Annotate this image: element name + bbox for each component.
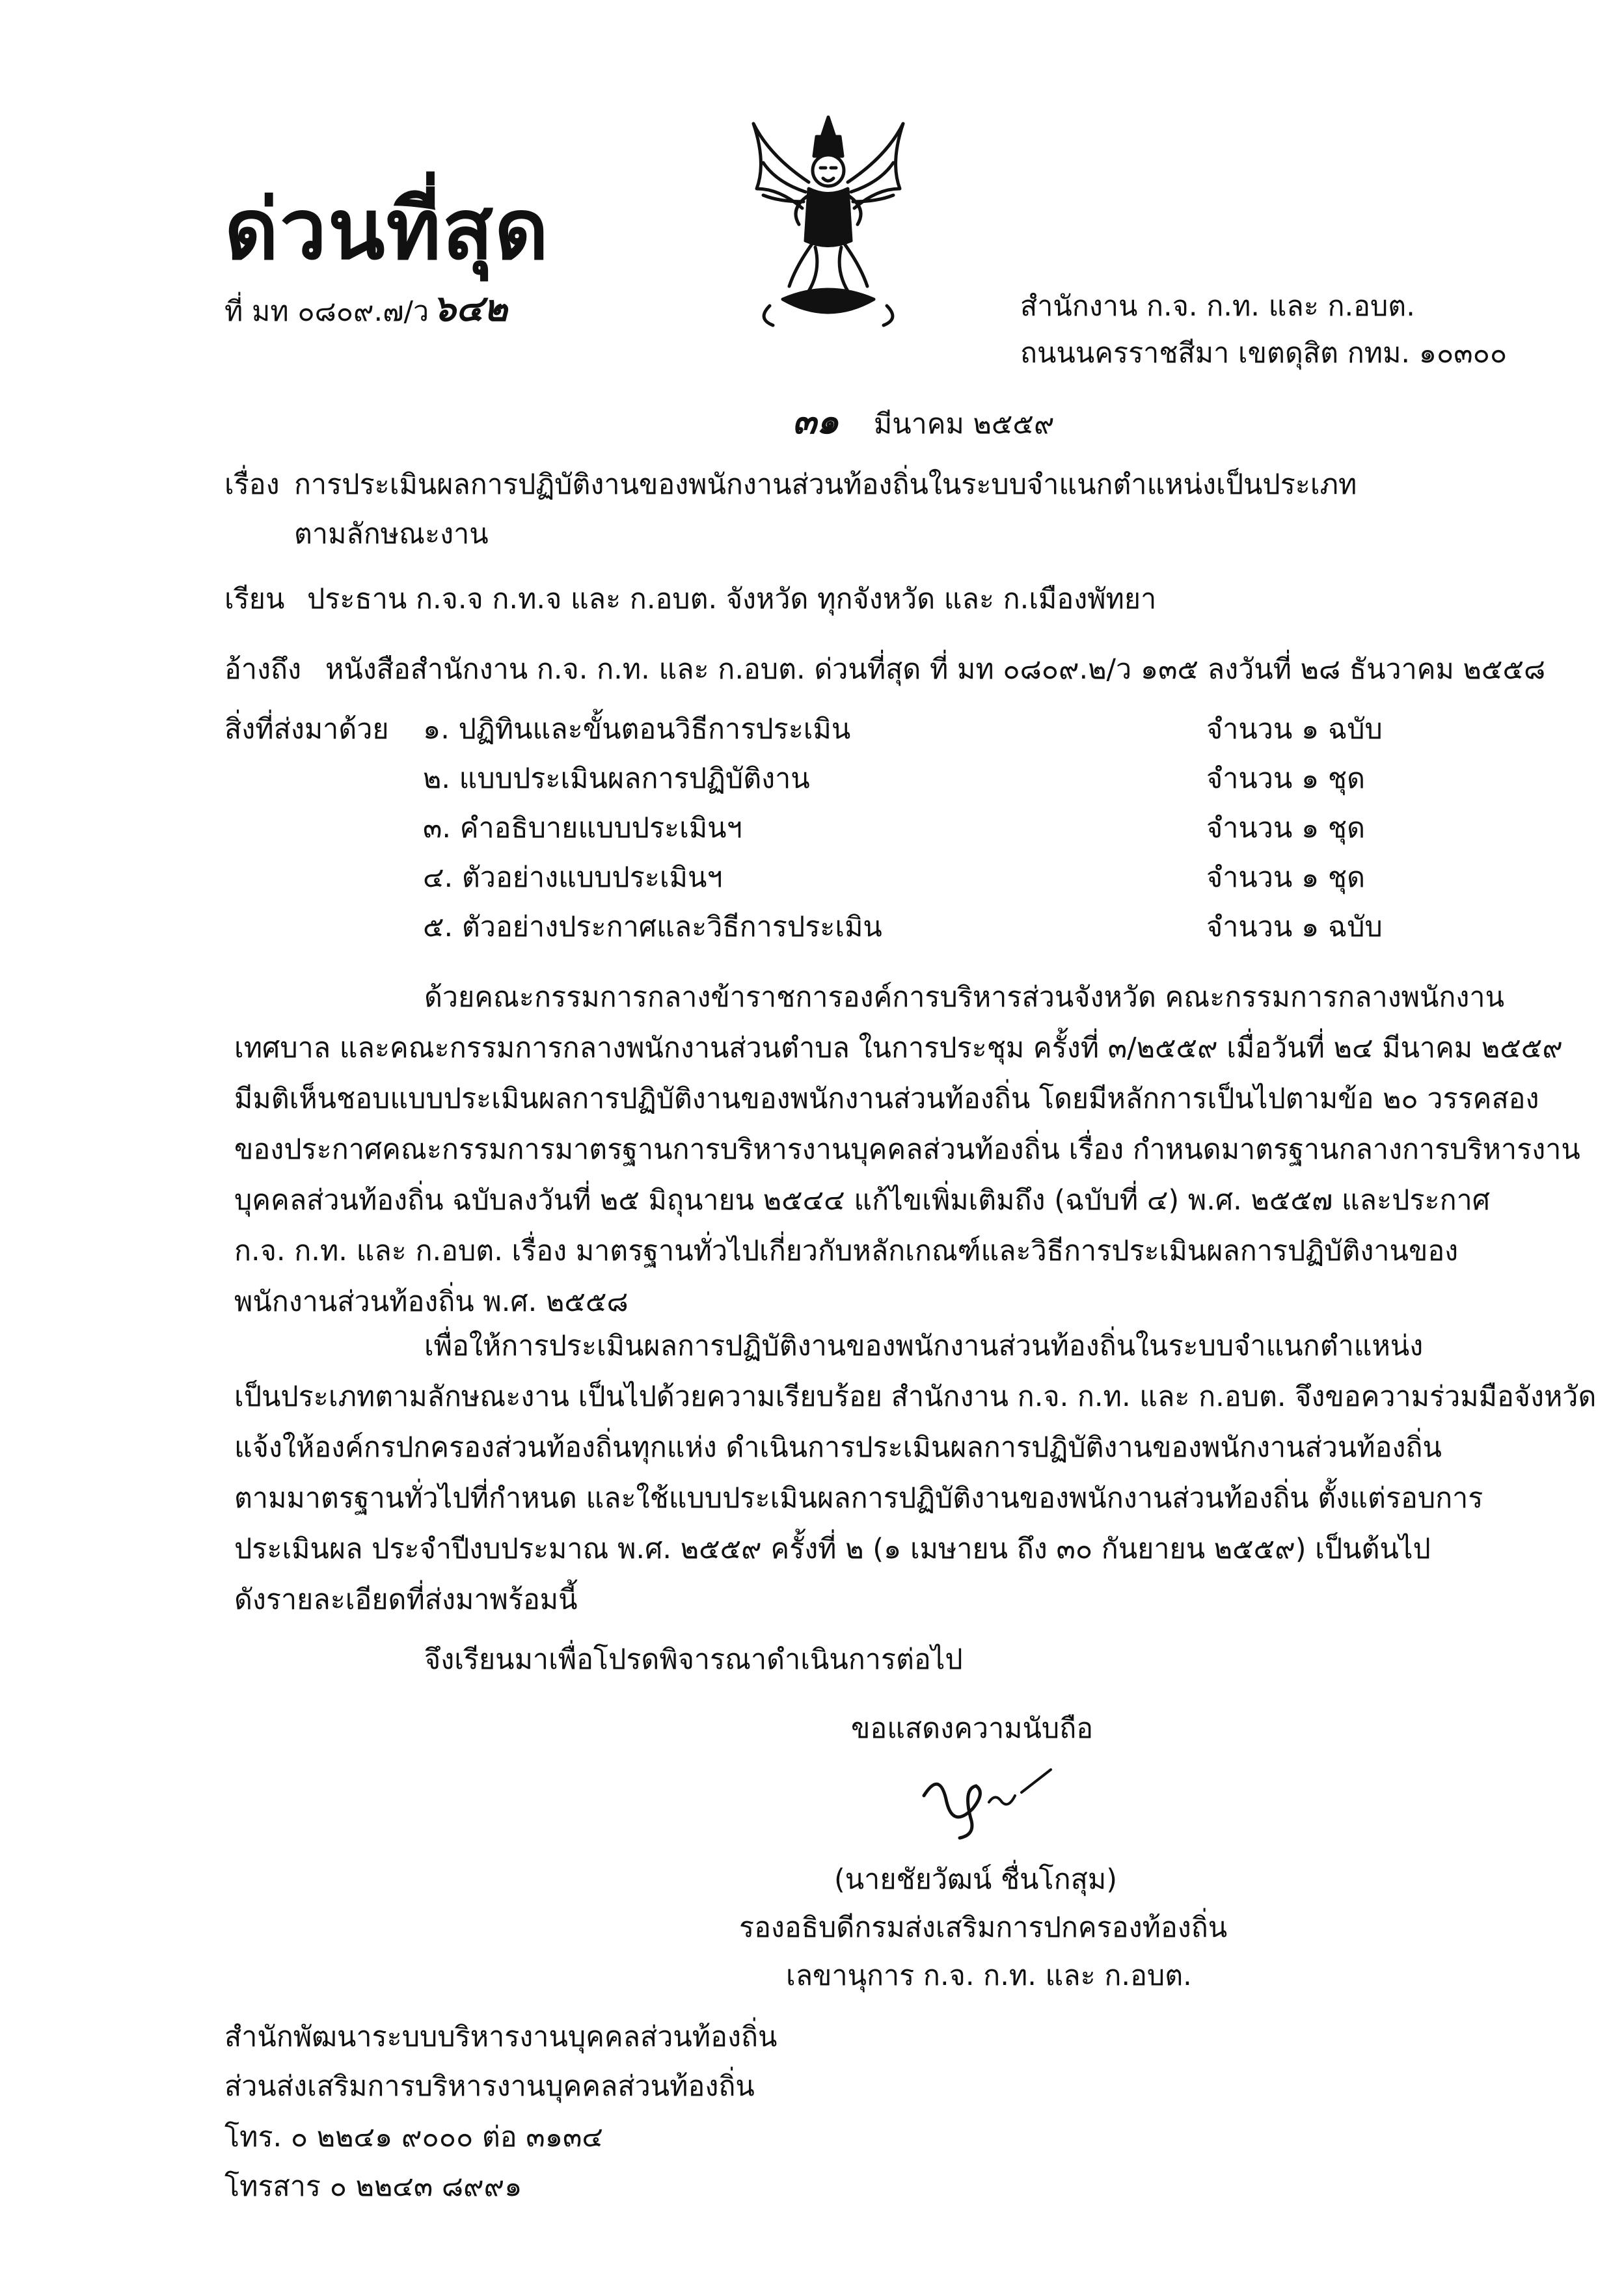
paragraph-line: ตามมาตรฐานทั่วไปที่กำหนด และใช้แบบประเมินผลการปฏิบัติงานของพนักงานส่วนท้องถิ่น ตั้งแต่รอบการ xyxy=(234,1482,1483,1515)
enclosures-label: สิ่งที่ส่งมาด้วย xyxy=(224,713,389,746)
footer-fax: โทรสาร ๐ ๒๒๔๓ ๘๙๙๑ xyxy=(224,2170,522,2203)
footer-phone: โทร. ๐ ๒๒๔๑ ๙๐๐๐ ต่อ ๓๑๓๔ xyxy=(224,2121,603,2153)
recipient-text: ประธาน ก.จ.จ ก.ท.จ และ ก.อบต. จังหวัด ทุกจังหวัด และ ก.เมืองพัทยา xyxy=(307,583,1157,615)
closing-request: จึงเรียนมาเพื่อโปรดพิจารณาดำเนินการต่อไป xyxy=(424,1643,963,1676)
document-number-handwritten: ๖๔๒ xyxy=(433,287,508,330)
paragraph-line: ดังรายละเอียดที่ส่งมาพร้อมนี้ xyxy=(234,1584,578,1616)
paragraph-line: ก.จ. ก.ท. และ ก.อบต. เรื่อง มาตรฐานทั่วไปเกี่ยวกับหลักเกณฑ์และวิธีการประเมินผลการปฏิบัติงานของ xyxy=(234,1235,1459,1267)
paragraph-line: แจ้งให้องค์กรปกครองส่วนท้องถิ่นทุกแห่ง ดำเนินการประเมินผลการปฏิบัติงานของพนักงานส่วนท้องถิ่น xyxy=(234,1431,1442,1464)
paragraph-line: ของประกาศคณะกรรมการมาตรฐานการบริหารงานบุคคลส่วนท้องถิ่น เรื่อง กำหนดมาตรฐานกลางการบริหารงาน xyxy=(234,1133,1580,1166)
document-number-printed: ที่ มท ๐๘๐๙.๗/ว xyxy=(224,295,429,328)
enclosure-item xyxy=(423,765,1496,804)
enclosure-item xyxy=(423,913,1496,952)
document-number xyxy=(224,287,508,330)
subject-line-2: ตามลักษณะงาน xyxy=(294,518,489,550)
enclosure-name: ๒. แบบประเมินผลการปฏิบัติงาน xyxy=(423,763,810,795)
urgency-stamp: ด่วนที่สุด xyxy=(224,182,550,278)
paragraph-line: ประเมินผล ประจำปีงบประมาณ พ.ศ. ๒๕๕๙ ครั้งที่ ๒ (๑ เมษายน ถึง ๓๐ กันยายน ๒๕๕๙) เป็นต้นไป xyxy=(234,1533,1431,1565)
paragraph-line: พนักงานส่วนท้องถิ่น พ.ศ. ๒๕๕๘ xyxy=(234,1286,629,1318)
paragraph-line: เป็นประเภทตามลักษณะงาน เป็นไปด้วยความเรียบร้อย สำนักงาน ก.จ. ก.ท. และ ก.อบต. จึงขอความร่วมมือจังหวัด xyxy=(234,1381,1597,1413)
date-day-handwritten: ๓๑ xyxy=(792,400,839,442)
enclosure-item xyxy=(423,713,1496,755)
enclosure-name: ๕. ตัวอย่างประกาศและวิธีการประเมิน xyxy=(423,911,882,943)
enclosure-quantity: จำนวน ๑ ชุด xyxy=(1206,861,1366,894)
paragraph-line: มีมติเห็นชอบแบบประเมินผลการปฏิบัติงานของพนักงานส่วนท้องถิ่น โดยมีหลักการเป็นไปตามข้อ ๒๐ วรรคสอง xyxy=(234,1083,1539,1115)
signatory-position-2: เลขานุการ ก.จ. ก.ท. และ ก.อบต. xyxy=(786,1960,1192,1992)
footer-office-1: สำนักพัฒนาระบบบริหารงานบุคคลส่วนท้องถิ่น xyxy=(224,2021,778,2053)
issuer-name: สำนักงาน ก.จ. ก.ท. และ ก.อบต. xyxy=(1020,290,1415,323)
paragraph-line: ด้วยคณะกรรมการกลางข้าราชการองค์การบริหารส่วนจังหวัด คณะกรรมการกลางพนักงาน xyxy=(424,981,1504,1014)
enclosure-name: ๑. ปฏิทินและขั้นตอนวิธีการประเมิน xyxy=(423,713,851,746)
paragraph-line: เพื่อให้การประเมินผลการปฏิบัติงานของพนักงานส่วนท้องถิ่นในระบบจำแนกตำแหน่ง xyxy=(424,1330,1424,1362)
reference-label: อ้างถึง xyxy=(224,653,301,686)
enclosure-name: ๓. คำอธิบายแบบประเมินฯ xyxy=(423,812,742,844)
enclosure-item xyxy=(423,861,1496,903)
footer-office-2: ส่วนส่งเสริมการบริหารงานบุคคลส่วนท้องถิ่น xyxy=(224,2070,755,2103)
enclosure-quantity: จำนวน ๑ ฉบับ xyxy=(1206,713,1383,746)
document-date xyxy=(792,400,1055,442)
recipient-label: เรียน xyxy=(224,583,285,615)
enclosure-quantity: จำนวน ๑ ชุด xyxy=(1206,812,1366,844)
signatory-name: (นายชัยวัฒน์ ชื่นโกสุม) xyxy=(834,1863,1118,1896)
subject-label: เรื่อง xyxy=(224,468,280,501)
reference-text: หนังสือสำนักงาน ก.จ. ก.ท. และ ก.อบต. ด่วนที่สุด ที่ มท ๐๘๐๙.๒/ว ๑๓๕ ลงวันที่ ๒๘ ธันวาคม ๒๕๕๘ xyxy=(325,653,1546,686)
enclosure-quantity: จำนวน ๑ ฉบับ xyxy=(1206,911,1383,943)
signature-icon xyxy=(911,1757,1054,1848)
signatory-position-1: รองอธิบดีกรมส่งเสริมการปกครองท้องถิ่น xyxy=(739,1911,1228,1944)
paragraph-line: เทศบาล และคณะกรรมการกลางพนักงานส่วนตำบล ในการประชุม ครั้งที่ ๓/๒๕๕๙ เมื่อวันที่ ๒๔ มีนาคม ๒๕๕๙ xyxy=(234,1032,1563,1064)
enclosure-name: ๔. ตัวอย่างแบบประเมินฯ xyxy=(423,861,723,894)
issuer-address: ถนนนครราชสีมา เขตดุสิต กทม. ๑๐๓๐๐ xyxy=(1020,337,1508,370)
garuda-emblem-icon xyxy=(744,111,913,332)
subject-line-1: การประเมินผลการปฏิบัติงานของพนักงานส่วนท้องถิ่นในระบบจำแนกตำแหน่งเป็นประเภท xyxy=(294,468,1357,501)
paragraph-line: บุคคลส่วนท้องถิ่น ฉบับลงวันที่ ๒๕ มิถุนายน ๒๕๔๔ แก้ไขเพิ่มเติมถึง (ฉบับที่ ๔) พ.ศ. ๒๕๕๗ และประกาศ xyxy=(234,1184,1491,1217)
enclosure-quantity: จำนวน ๑ ชุด xyxy=(1206,763,1366,795)
salutation: ขอแสดงความนับถือ xyxy=(851,1712,1094,1745)
date-month-year: มีนาคม ๒๕๕๙ xyxy=(873,408,1055,440)
enclosure-item xyxy=(423,812,1496,854)
